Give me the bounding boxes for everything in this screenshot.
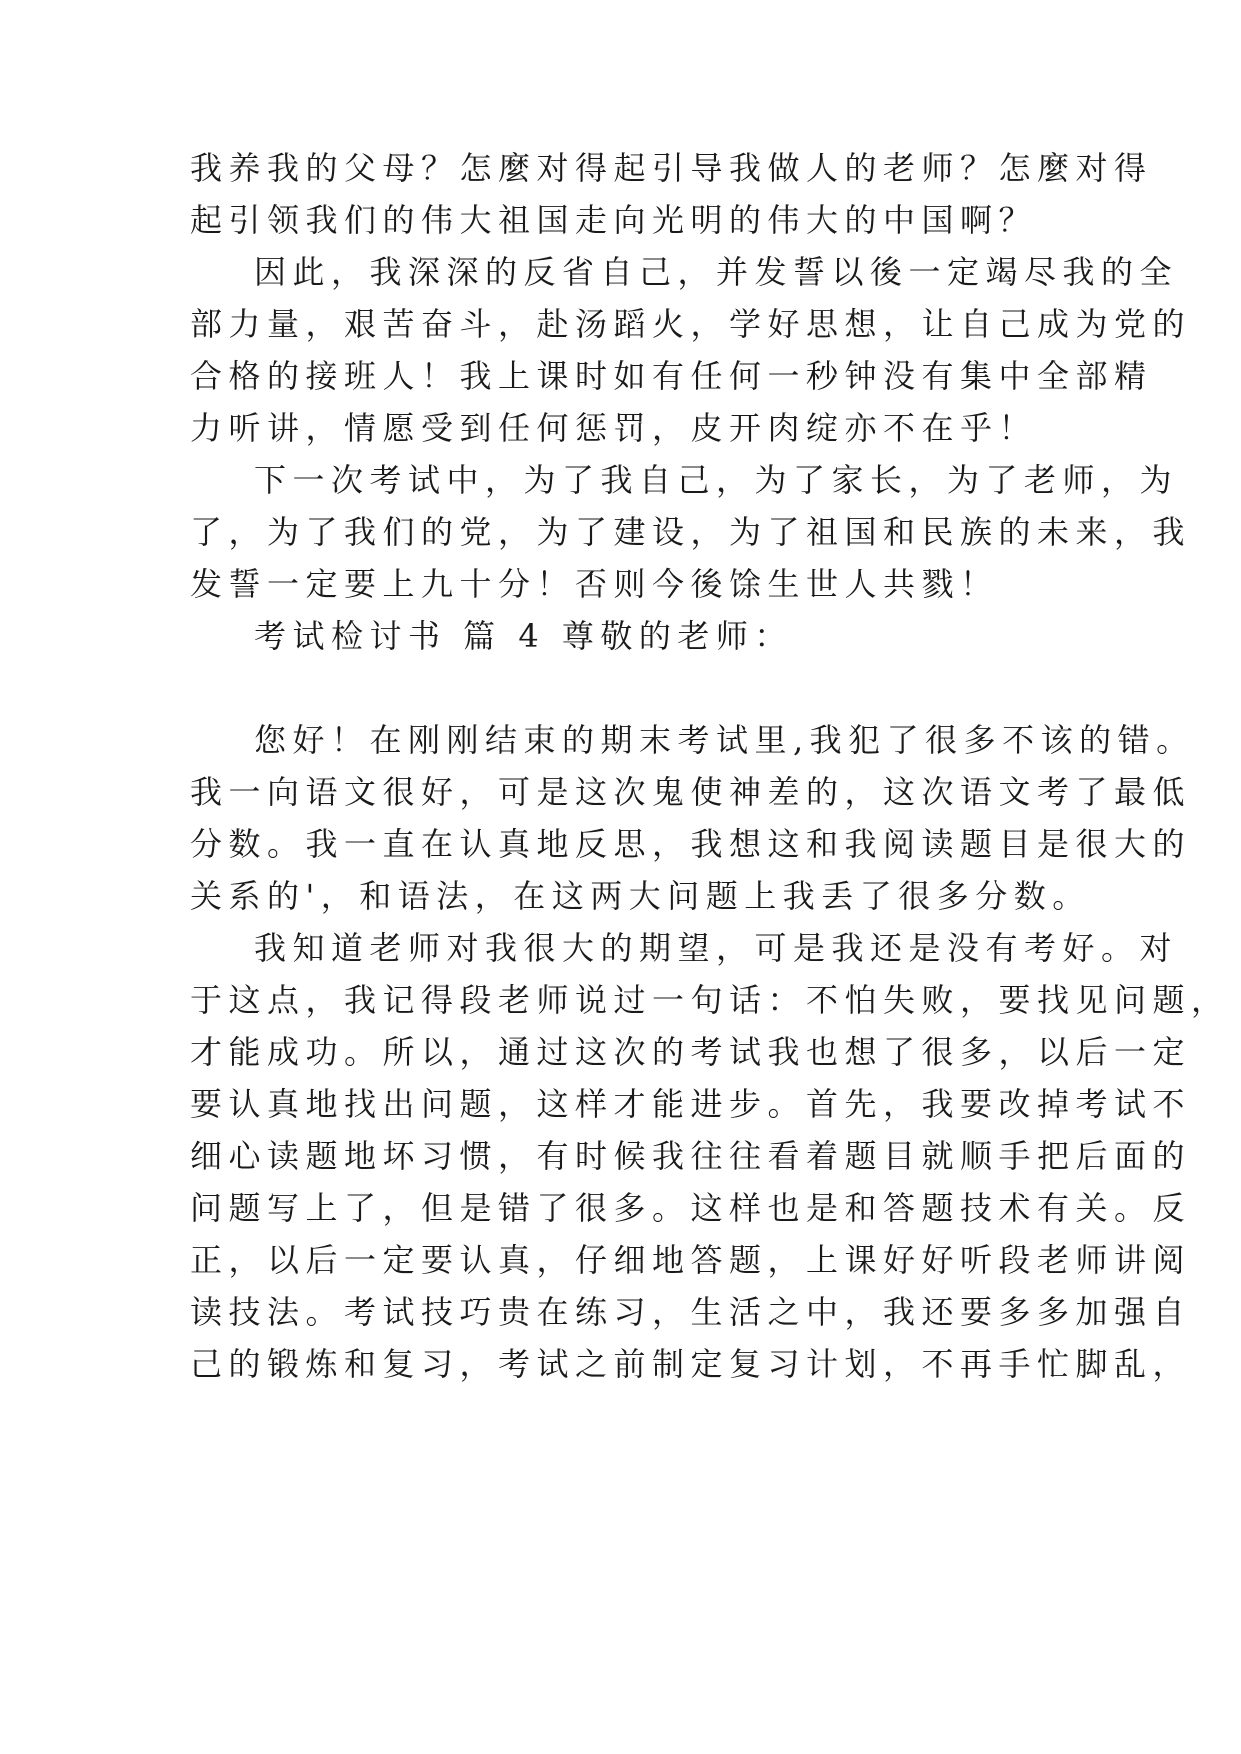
text-line: 合格的接班人！我上课时如有任何一秒钟没有集中全部精	[190, 357, 1153, 395]
text-line: 于这点，我记得段老师说过一句话：不怕失败，要找见问题，	[190, 981, 1230, 1019]
section-heading: 考试检讨书 篇 4 尊敬的老师：	[254, 617, 793, 655]
text-line: 才能成功。所以，通过这次的考试我也想了很多，以后一定	[190, 1033, 1192, 1071]
text-line: 己的锻炼和复习，考试之前制定复习计划，不再手忙脚乱，	[190, 1345, 1192, 1383]
text-line: 我养我的父母？怎麼对得起引导我做人的老师？怎麼对得	[190, 149, 1153, 187]
text-line: 发誓一定要上九十分！否则今後馀生世人共戮！	[190, 565, 999, 603]
text-line: 正，以后一定要认真，仔细地答题，上课好好听段老师讲阅	[190, 1241, 1192, 1279]
paragraph-first-line: 因此，我深深的反省自己，并发誓以後一定竭尽我的全	[254, 253, 1179, 291]
text-line: 部力量，艰苦奋斗，赴汤蹈火，学好思想，让自己成为党的	[190, 305, 1192, 343]
text-line: 起引领我们的伟大祖国走向光明的伟大的中国啊？	[190, 201, 1038, 239]
paragraph-first-line: 我知道老师对我很大的期望，可是我还是没有考好。对	[254, 929, 1179, 967]
text-line: 细心读题地坏习惯，有时候我往往看着题目就顺手把后面的	[190, 1137, 1192, 1175]
paragraph-first-line: 您好！在刚刚结束的期末考试里,我犯了很多不该的错。	[254, 721, 1195, 759]
text-line: 了，为了我们的党，为了建设，为了祖国和民族的未来，我	[190, 513, 1192, 551]
text-line: 关系的'，和语法，在这两大问题上我丢了很多分数。	[190, 877, 1091, 915]
text-line: 我一向语文很好，可是这次鬼使神差的，这次语文考了最低	[190, 773, 1192, 811]
text-line: 读技法。考试技巧贵在练习，生活之中，我还要多多加强自	[190, 1293, 1192, 1331]
text-line: 要认真地找出问题，这样才能进步。首先，我要改掉考试不	[190, 1085, 1192, 1123]
text-line: 分数。我一直在认真地反思，我想这和我阅读题目是很大的	[190, 825, 1192, 863]
paragraph-first-line: 下一次考试中，为了我自己，为了家长，为了老师，为	[254, 461, 1179, 499]
text-line: 力听讲，情愿受到任何惩罚，皮开肉绽亦不在乎！	[190, 409, 1038, 447]
text-line: 问题写上了，但是错了很多。这样也是和答题技术有关。反	[190, 1189, 1192, 1227]
